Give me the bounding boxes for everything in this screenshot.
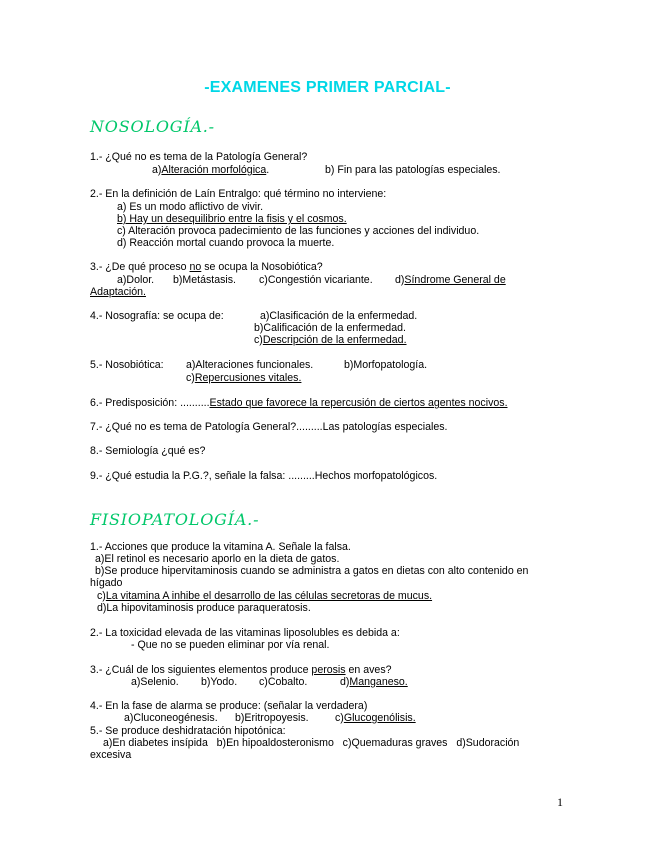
question-1-text: 1.- ¿Qué no es tema de la Patología General?	[90, 151, 308, 163]
section-heading-nosologia: NOSOLOGÍA.-	[90, 117, 215, 136]
fisio-question-4-option-b: b)Eritropoyesis.	[235, 712, 309, 724]
question-3-option-b: b)Metástasis.	[173, 274, 236, 286]
fisio-question-1-option-b: b)Se produce hipervitaminosis cuando se administra a gatos en dietas con alto contenido en	[95, 565, 529, 577]
page-title: -EXAMENES PRIMER PARCIAL-	[204, 79, 451, 96]
question-6-text	[90, 397, 508, 410]
correct-answer: Repercusiones vitales.	[194, 372, 302, 384]
question-1-option-a	[152, 164, 269, 177]
option-label: c)	[97, 590, 106, 602]
question-3-emphasis: no	[189, 261, 202, 273]
question-4-option-b: b)Calificación de la enfermedad.	[254, 322, 406, 334]
question-3-option-d-continued: Adaptación.	[90, 286, 146, 298]
option-end: .	[266, 164, 270, 176]
fisio-question-5-options: a)En diabetes insípida b)En hipoaldosteronismo c)Quemaduras graves d)Sudoración	[103, 737, 520, 749]
option-label: c)	[335, 712, 344, 724]
fisio-question-3-option-c: c)Cobalto.	[259, 676, 308, 688]
question-5-option-a: a)Alteraciones funcionales.	[186, 359, 314, 371]
option-label: a)	[152, 164, 162, 176]
fisio-question-3-emphasis: perosis	[311, 664, 346, 676]
fisio-question-3-post: en aves?	[345, 664, 392, 676]
question-4-option-c	[254, 334, 407, 347]
question-2-text: 2.- En la definición de Laín Entralgo: qué término no interviene:	[90, 188, 387, 200]
question-1-option-b: b) Fin para las patologías especiales.	[325, 164, 501, 176]
fisio-question-1-option-b-continued: hígado	[90, 577, 123, 589]
question-7-text: 7.- ¿Qué no es tema de Patología General?.........Las patologías especiales.	[90, 421, 448, 433]
option-label: d)	[340, 676, 350, 688]
page-number: 1	[557, 795, 563, 809]
question-3-option-d	[395, 274, 506, 287]
fisio-question-3-option-d	[340, 676, 408, 689]
fisio-question-2-text: 2.- La toxicidad elevada de las vitaminas liposolubles es debida a:	[90, 627, 400, 639]
question-2-option-b: b) Hay un desequilibrio entre la fisis y el cosmos.	[117, 213, 347, 225]
question-5-text: 5.- Nosobiótica:	[90, 359, 164, 371]
fisio-question-3-pre: 3.- ¿Cuál de los siguientes elementos produce	[90, 664, 312, 676]
section-heading-fisiopatologia: FISIOPATOLOGÍA.-	[90, 510, 260, 529]
fisio-question-2-answer: - Que no se pueden eliminar por vía renal.	[131, 639, 330, 651]
question-4-text: 4.- Nosografía: se ocupa de:	[90, 310, 224, 322]
question-3-text	[90, 261, 323, 274]
question-8-text: 8.- Semiología ¿qué es?	[90, 445, 206, 457]
question-3-option-c: c)Congestión vicariante.	[259, 274, 373, 286]
fisio-question-3-option-a: a)Selenio.	[131, 676, 179, 688]
fisio-question-4-text: 4.- En la fase de alarma se produce: (señalar la verdadera)	[90, 700, 368, 712]
fisio-question-5-options-continued: excesiva	[90, 749, 132, 761]
question-5-option-b: b)Morfopatología.	[344, 359, 428, 371]
fisio-question-1-option-d: d)La hipovitaminosis produce paraqueratosis.	[97, 602, 311, 614]
option-label: c)	[186, 372, 195, 384]
question-3-option-a: a)Dolor.	[117, 274, 155, 286]
correct-answer: Estado que favorece la repercusión de ciertos agentes nocivos.	[209, 397, 508, 409]
fisio-question-4-option-a: a)Cluconeogénesis.	[124, 712, 218, 724]
fisio-question-3-option-b: b)Yodo.	[201, 676, 238, 688]
correct-answer: Síndrome General de	[404, 274, 506, 286]
question-2-option-c: c) Alteración provoca padecimiento de las funciones y acciones del individuo.	[117, 225, 480, 237]
correct-answer: Glucogenólisis.	[343, 712, 416, 724]
question-3-post: se ocupa la Nosobiótica?	[201, 261, 323, 273]
correct-answer: Descripción de la enfermedad.	[262, 334, 407, 346]
fisio-question-1-option-a: a)El retinol es necesario aporlo en la dieta de gatos.	[95, 553, 340, 565]
option-label: c)	[254, 334, 263, 346]
question-4-option-a: a)Clasificación de la enfermedad.	[260, 310, 418, 322]
correct-answer: Manganeso.	[349, 676, 408, 688]
fisio-question-4-option-c	[335, 712, 416, 725]
correct-answer: La vitamina A inhibe el desarrollo de las células secretoras de mucus.	[105, 590, 433, 602]
correct-answer: Alteración morfológica	[161, 164, 267, 176]
question-2-option-d: d) Reacción mortal cuando provoca la muerte.	[117, 237, 335, 249]
question-2-option-a: a) Es un modo aflictivo de vivir.	[117, 201, 264, 213]
question-6-prompt: 6.- Predisposición: ..........	[90, 397, 210, 409]
question-5-option-c	[186, 372, 301, 385]
question-9-text: 9.- ¿Qué estudia la P.G.?, señale la falsa: .........Hechos morfopatológicos.	[90, 470, 438, 482]
fisio-question-5-text: 5.- Se produce deshidratación hipotónica:	[90, 725, 286, 737]
option-label: d)	[395, 274, 405, 286]
question-3-pre: 3.- ¿De qué proceso	[90, 261, 190, 273]
fisio-question-1-text: 1.- Acciones que produce la vitamina A. Señale la falsa.	[90, 541, 351, 553]
